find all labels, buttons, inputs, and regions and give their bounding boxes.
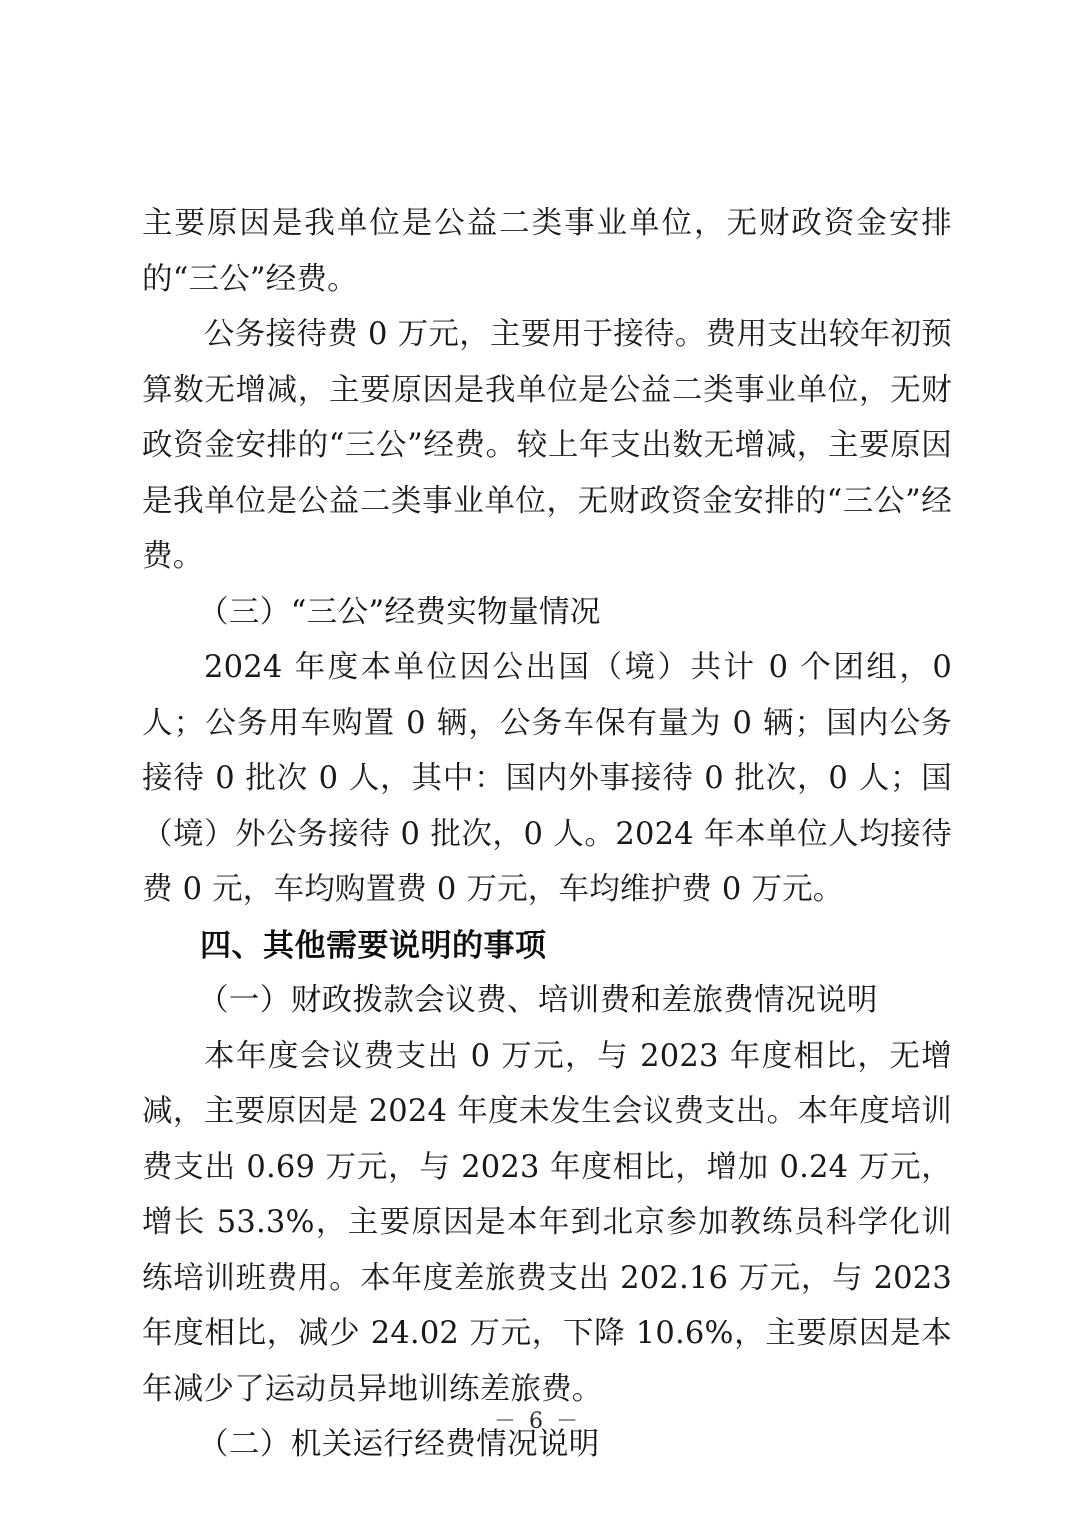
page-text-body	[142, 196, 952, 1473]
heading-subsection-one-meeting-training-travel: （一）财政拨款会议费、培训费和差旅费情况说明	[198, 983, 878, 1018]
page-number-footer: － 6 －	[494, 1409, 581, 1434]
paragraph-hospitality-fee: 公务接待费 0 万元，主要用于接待。费用支出较年初预算数无增减，主要原因是我单位是公益二类事业单位，无财政资金安排的“三公”经费。较上年支出数无增减，主要原因是我单位是公益二类事业单位，无财政资金安排的“三公”经费。	[142, 317, 952, 574]
heading-section-three-physical-quantity: （三）“三公”经费实物量情况	[198, 594, 601, 630]
heading-section-four-other-matters: 四、其他需要说明的事项	[200, 927, 547, 963]
paragraph-physical-quantity-detail: 2024 年度本单位因公出国（境）共计 0 个团组，0 人；公务用车购置 0 辆，公务车保有量为 0 辆；国内公务接待 0 批次 0 人，其中：国内外事接待 0 批次，0 人；国（境）外公务接待 0 批次，0 人。2024 年本单位人均接待费 0 元，车均购置费 0 万元，车均维护费 0 万元。	[142, 650, 952, 907]
heading-subsection-two-operating-expense: （二）机关运行经费情况说明	[198, 1427, 600, 1462]
paragraph-meeting-training-travel-detail: 本年度会议费支出 0 万元，与 2023 年度相比，无增减，主要原因是 2024 年度未发生会议费支出。本年度培训费支出 0.69 万元，与 2023 年度相比，增加 0.24 万元，增长 53.3%，主要原因是本年到北京参加教练员科学化训练培训班费用。本年度差旅费支出 202.16 万元，与 2023 年度相比，减少 24.02 万元，下降 10.6%，主要原因是本年减少了运动员异地训练差旅费。	[142, 1038, 952, 1407]
paragraph-sangong-reason: 主要原因是我单位是公益二类事业单位，无财政资金安排的“三公”经费。	[142, 206, 952, 297]
